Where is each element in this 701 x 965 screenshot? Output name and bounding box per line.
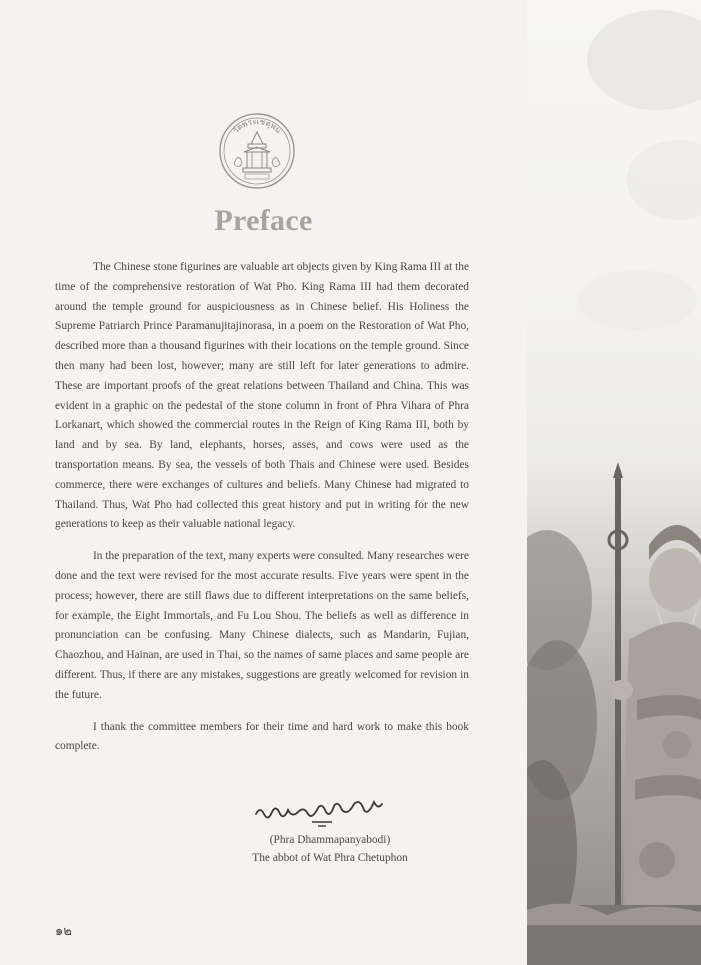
paragraph-1: The Chinese stone figurines are valuable art objects given by King Rama III at the time of the comprehensive restoration of Wat Pho. King Rama III had them decorated around the temple ground for auspiciousness as in Chinese belief. His Holiness the Supreme Patriarch Prince Paramanujitajinorasa, in a poem on the Restoration of Wat Pho, described more than a thousand figurines with their locations on the temple ground. Since then many had been lost, however; many are still left for later generations to admire. These are important proofs of the great relations between Thailand and China. This was evident in a graphic on the pedestal of the stone column in front of Phra Vihara of Phra Lorkanart, which showed the commercial routes in the Reign of King Rama III, both by land and by sea. By land, elephants, horses, asses, and cows were used as the transportation means. By sea, the vessels of both Thais and Chinese were used. Besides commerce, there were exchanges of cultures and beliefs. Many Chinese had migrated to Thailand. Thus, Wat Pho had collected this great history and put in writing for the new generations to keep as their valuable national legacy. <box>55 261 469 531</box>
page-title: Preface <box>214 204 313 237</box>
paragraph-2: In the preparation of the text, many experts were consulted. Many researches were done and the text were revised for the most accurate results. Five years were spent in the process; however, there are still flaws due to different interpretations on the same beliefs, for example, the Eight Immortals, and Fu Lou Shou. The beliefs as well as difference in pronunciation can be confusing. Many Chinese dialects, such as Mandarin, Fujian, Chaozhou, and Hainan, are used in Thai, so the names of same places and same people are different. Thus, if there are any mistakes, suggestions are greatly welcomed for revision in the future. <box>55 550 469 701</box>
paragraph-3: I thank the committee members for their time and hard work to make this book complete. <box>55 720 469 753</box>
page-number: ๑๒ <box>55 924 72 939</box>
signatory-name: (Phra Dhammapanyabodi) <box>269 834 391 846</box>
preface-body <box>55 258 469 769</box>
temple-seal-icon <box>218 112 296 190</box>
handwritten-signature-icon <box>252 796 387 830</box>
signatory-title: The abbot of Wat Phra Chetuphon <box>252 852 408 864</box>
seal-text: วัดพระเชตุพน <box>230 116 283 136</box>
chinese-stone-guardian-statue-photo <box>527 0 701 965</box>
